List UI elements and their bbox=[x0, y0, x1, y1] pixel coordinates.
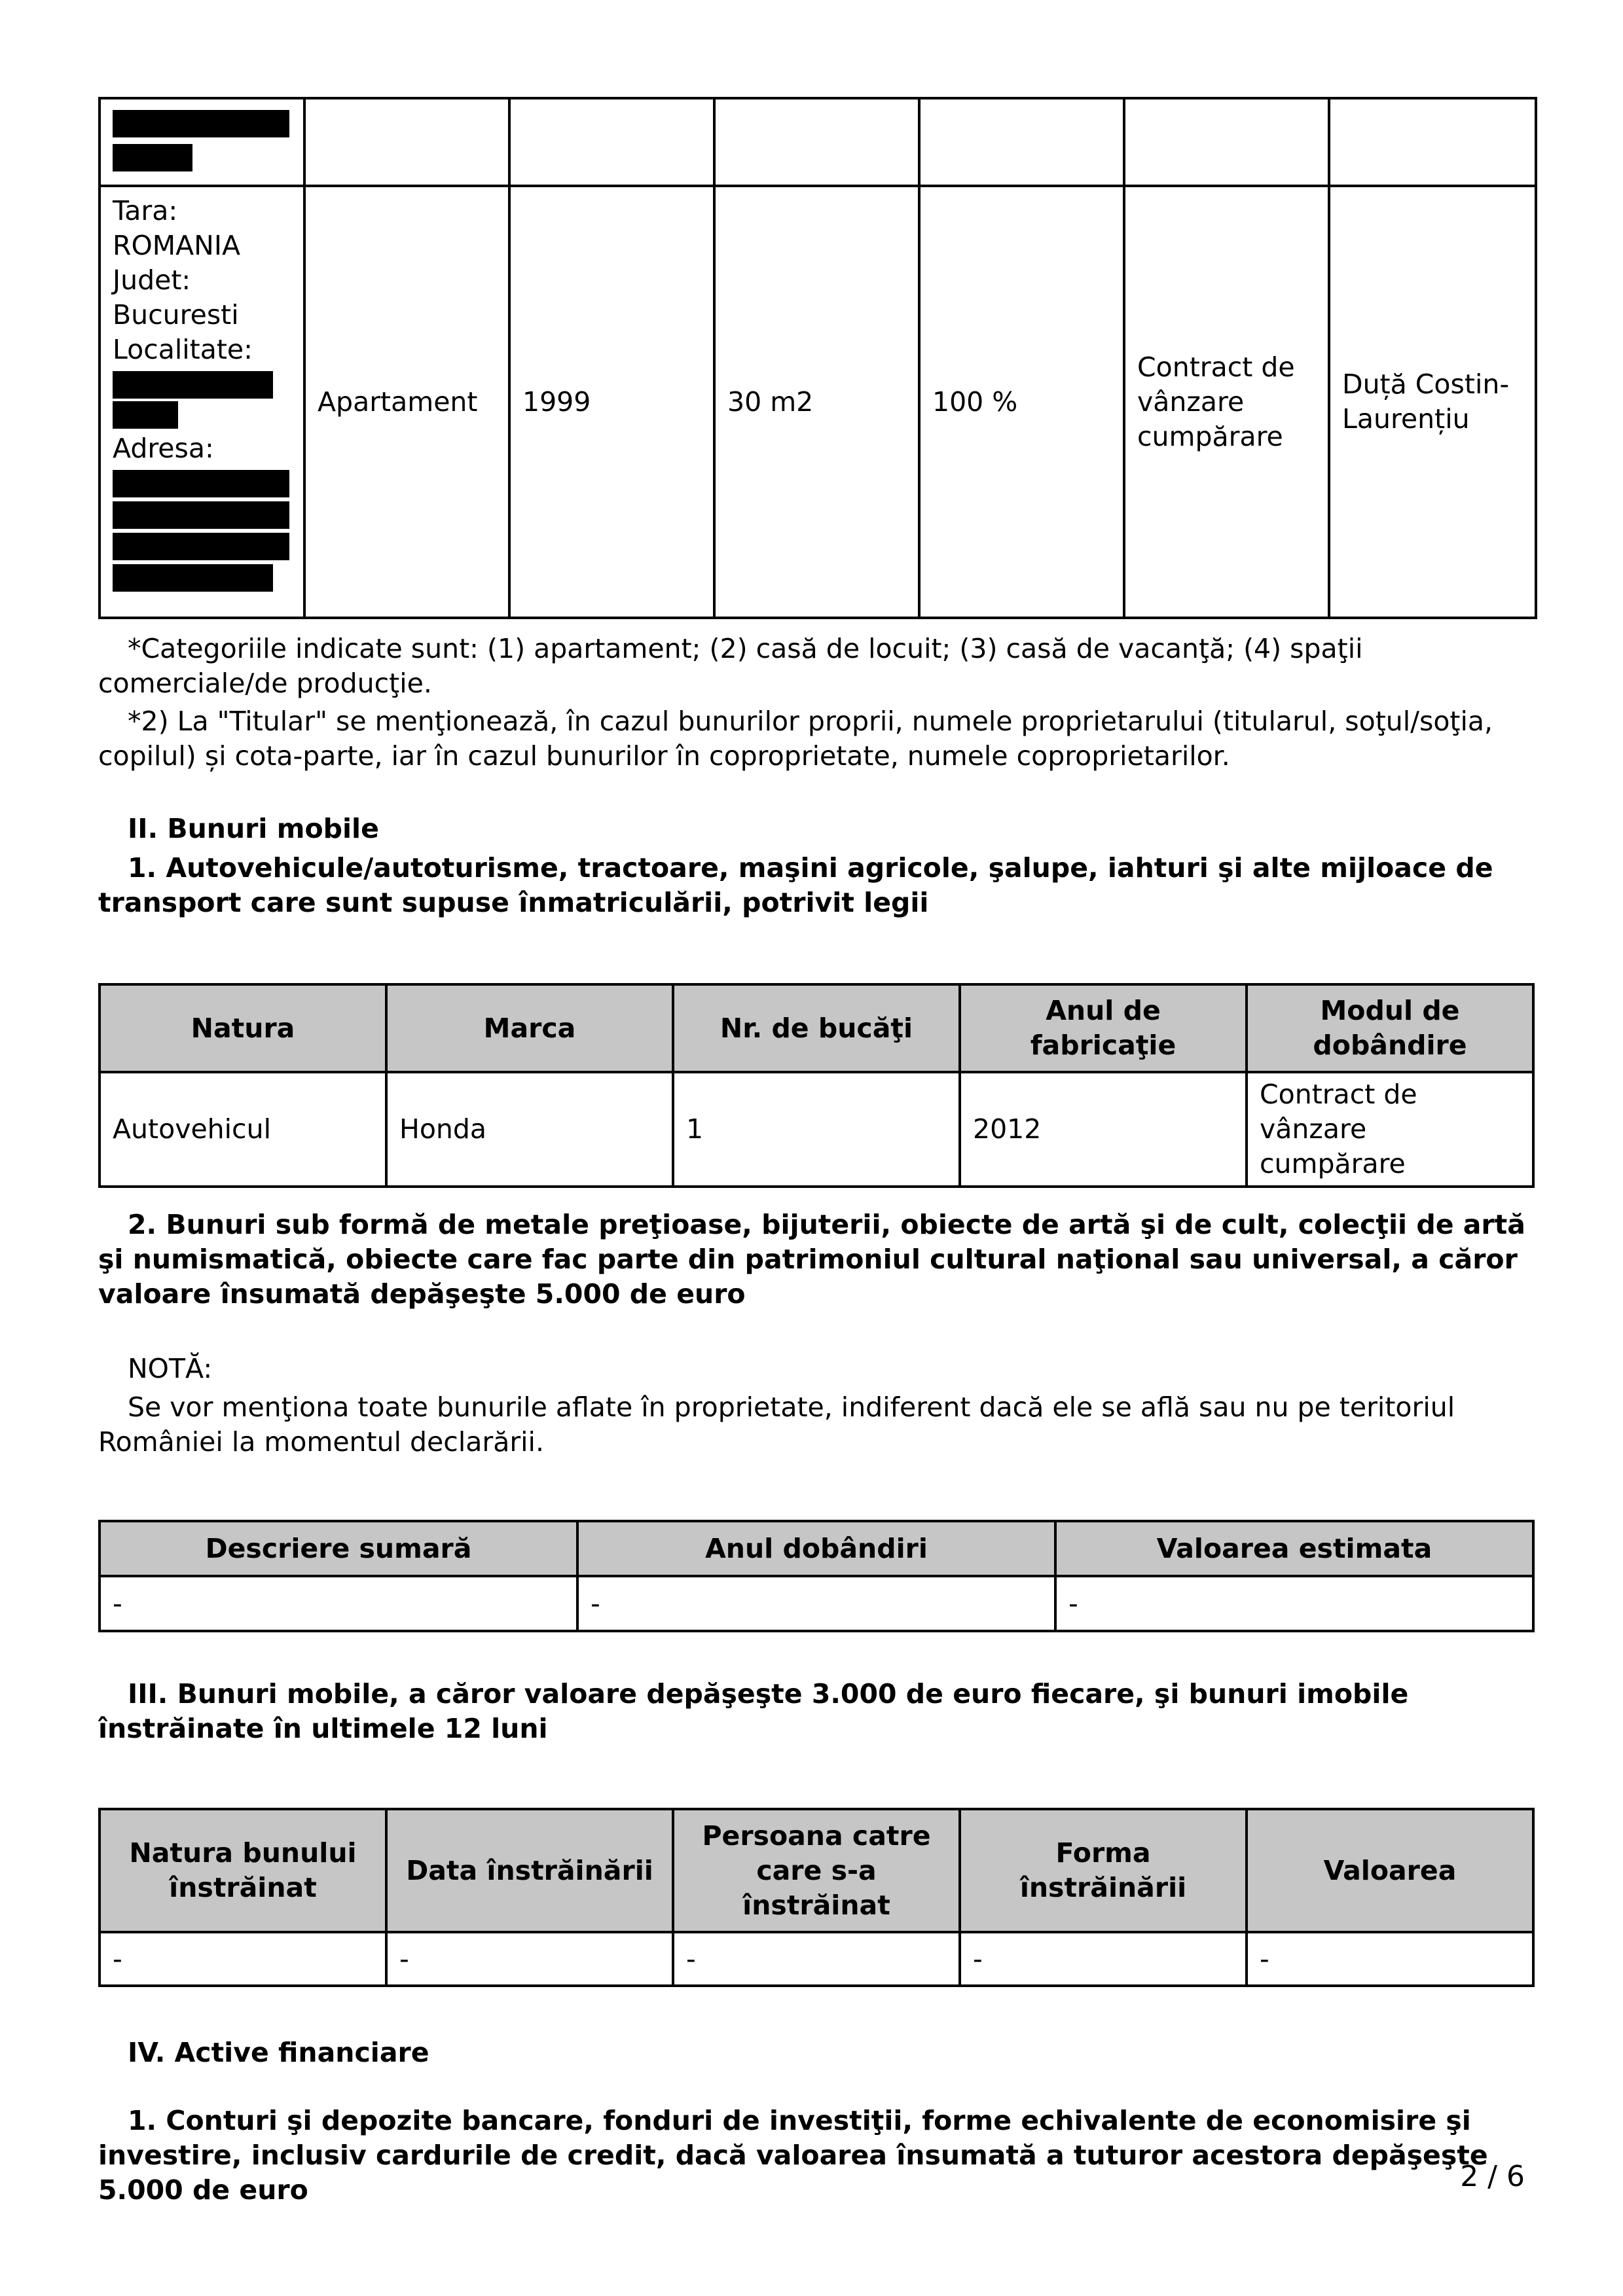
real-estate-table bbox=[98, 97, 1537, 619]
alienated-table bbox=[98, 1808, 1535, 1987]
column-header: Natura bunului înstrăinat bbox=[100, 1809, 386, 1932]
table-header-row bbox=[100, 1521, 1533, 1576]
table-cell: Honda bbox=[386, 1072, 673, 1187]
valuables-table-container bbox=[98, 1520, 1535, 1632]
redaction-block bbox=[113, 533, 289, 560]
column-header: Anul dobândiri bbox=[577, 1521, 1055, 1576]
table-cell bbox=[304, 98, 509, 186]
table-row bbox=[100, 1576, 1533, 1631]
table-cell: - bbox=[673, 1932, 960, 1986]
column-header: Forma înstrăinării bbox=[960, 1809, 1247, 1932]
column-header: Persoana catre care s-a înstrăinat bbox=[673, 1809, 960, 1932]
column-header: Nr. de bucăţi bbox=[673, 984, 960, 1072]
column-header: Marca bbox=[386, 984, 673, 1072]
table-cell: - bbox=[577, 1576, 1055, 1631]
subsection-title: 1. Autovehicule/autoturisme, tractoare, maşini agricole, şalupe, iahturi şi alte mijloace de transport care sunt supuse înmatriculării, potrivit legii bbox=[98, 852, 1493, 918]
table-row bbox=[100, 186, 1536, 618]
table-row bbox=[100, 1072, 1533, 1187]
column-header: Data înstrăinării bbox=[386, 1809, 673, 1932]
location-line: Bucuresti bbox=[113, 299, 239, 331]
share-cell: 100 % bbox=[919, 186, 1124, 618]
table-row bbox=[100, 98, 1536, 186]
redaction-block bbox=[113, 371, 273, 399]
year-cell: 1999 bbox=[509, 186, 714, 618]
table-cell: 2012 bbox=[960, 1072, 1247, 1187]
nota-text: Se vor menţiona toate bunurile aflate în proprietate, indiferent dacă ele se află sau nu pe teritoriul României la momentul declarării. bbox=[98, 1391, 1455, 1458]
table-header-row bbox=[100, 984, 1533, 1072]
table-cell: - bbox=[1055, 1576, 1533, 1631]
section-title: III. Bunuri mobile, a căror valoare depăşeşte 3.000 de euro fiecare, şi bunuri imobile înstrăinate în ultimele 12 luni bbox=[98, 1678, 1409, 1744]
redaction-block bbox=[113, 501, 289, 529]
table-cell: Contract de vânzare cumpărare bbox=[1247, 1072, 1533, 1187]
note-categories: *Categoriile indicate sunt: (1) apartament; (2) casă de locuit; (3) casă de vacanţă; (4) spaţii comerciale/de producţie. bbox=[98, 633, 1363, 699]
acquisition-cell: Contract de vânzare cumpărare bbox=[1124, 186, 1329, 618]
alienated-table-container bbox=[98, 1808, 1535, 1987]
table-row bbox=[100, 1932, 1533, 1986]
location-line: ROMANIA bbox=[113, 230, 240, 261]
table-cell: Autovehicul bbox=[100, 1072, 386, 1187]
column-header: Anul de fabricaţie bbox=[960, 984, 1247, 1072]
location-line: Tara: bbox=[113, 195, 178, 226]
column-header: Valoarea estimata bbox=[1055, 1521, 1533, 1576]
area-cell: 30 m2 bbox=[714, 186, 919, 618]
column-header: Modul de dobândire bbox=[1247, 984, 1533, 1072]
table-cell bbox=[919, 98, 1124, 186]
redaction-block bbox=[113, 470, 289, 497]
address-label: Adresa: bbox=[113, 433, 214, 464]
column-header: Natura bbox=[100, 984, 386, 1072]
table-cell bbox=[714, 98, 919, 186]
nota-label: NOTĂ: bbox=[128, 1353, 213, 1384]
table-cell: - bbox=[960, 1932, 1247, 1986]
location-line: Localitate: bbox=[113, 334, 253, 365]
section-title: II. Bunuri mobile bbox=[128, 813, 379, 844]
redaction-block bbox=[113, 401, 178, 429]
category-cell: Apartament bbox=[304, 186, 509, 618]
table-cell: 1 bbox=[673, 1072, 960, 1187]
note-titular: *2) La "Titular" se menţionează, în cazul bunurilor proprii, numele proprietarului (titularul, soţul/soţia, copilul) și cota-parte, iar în cazul bunurilor în coproprietate, numele coproprietarilor. bbox=[98, 706, 1493, 772]
location-line: Judet: bbox=[113, 264, 191, 296]
table-cell: - bbox=[1247, 1932, 1533, 1986]
vehicles-table-container bbox=[98, 983, 1535, 1188]
vehicles-table bbox=[98, 983, 1535, 1188]
redaction-block bbox=[113, 110, 289, 137]
redaction-block bbox=[113, 144, 192, 171]
redaction-block bbox=[113, 564, 273, 592]
page-number: 2 / 6 bbox=[1460, 2160, 1525, 2193]
table-cell bbox=[1329, 98, 1536, 186]
subsection-title: 2. Bunuri sub formă de metale preţioase, bijuterii, obiecte de artă şi de cult, colecţii de artă şi numismatică, obiecte care fac parte din patrimoniul cultural naţional sau universal, a căror valoare însumată depăşeşte 5.000 de euro bbox=[98, 1209, 1525, 1310]
section-title: IV. Active financiare bbox=[128, 2037, 429, 2068]
table-cell bbox=[1124, 98, 1329, 186]
real-estate-table-container bbox=[98, 97, 1535, 619]
location-cell bbox=[100, 186, 304, 618]
table-header-row bbox=[100, 1809, 1533, 1932]
column-header: Descriere sumară bbox=[100, 1521, 577, 1576]
subsection-title: 1. Conturi şi depozite bancare, fonduri de investiţii, forme echivalente de economisire şi investire, inclusiv cardurile de credit, dacă valoarea însumată a tuturor acestora depăşeşte 5.000 de euro bbox=[98, 2105, 1488, 2206]
redacted-cell bbox=[100, 98, 304, 186]
column-header: Valoarea bbox=[1247, 1809, 1533, 1932]
table-cell: - bbox=[100, 1576, 577, 1631]
table-cell: - bbox=[386, 1932, 673, 1986]
owner-cell: Duță Costin-Laurențiu bbox=[1329, 186, 1536, 618]
valuables-table bbox=[98, 1520, 1535, 1632]
table-cell bbox=[509, 98, 714, 186]
table-cell: - bbox=[100, 1932, 386, 1986]
